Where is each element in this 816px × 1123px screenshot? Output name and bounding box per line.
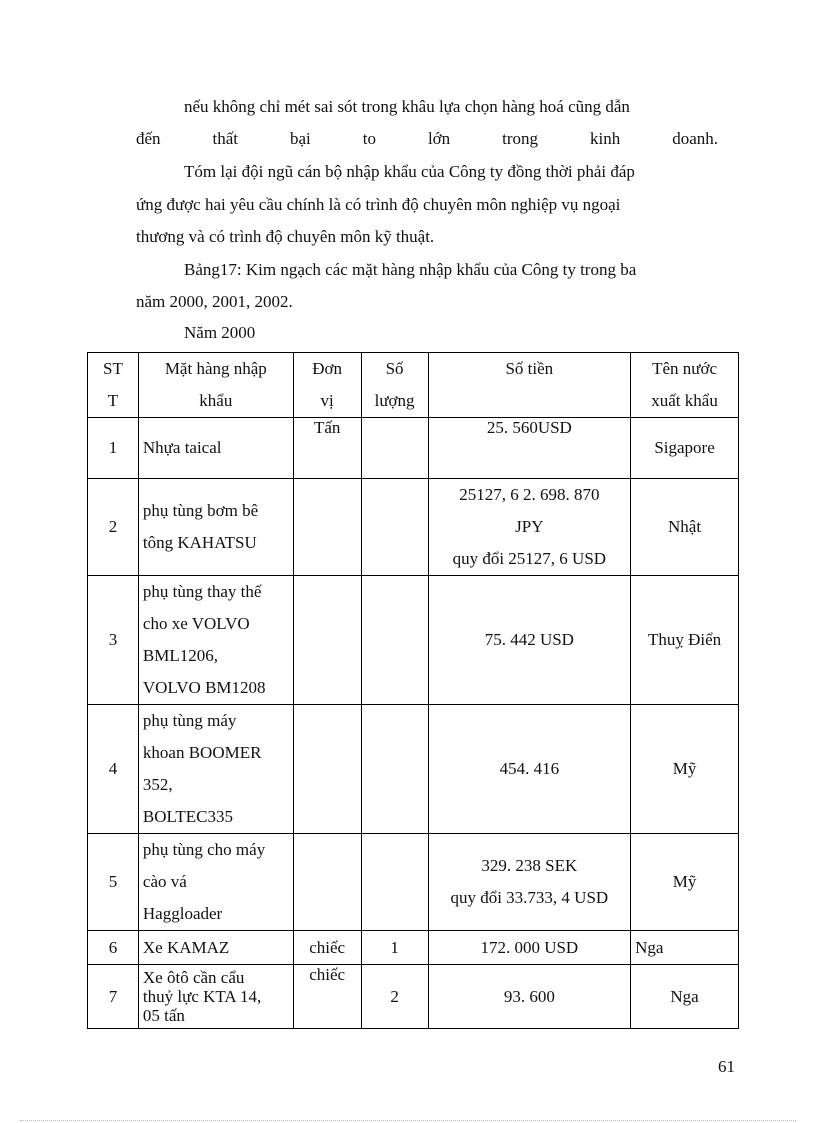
- word: doanh.: [672, 129, 718, 148]
- cell-item: phụ tùng bơm bê tông KAHATSU: [138, 479, 293, 576]
- cell-unit: [293, 479, 361, 576]
- cell-amount: 25127, 6 2. 698. 870 JPY quy đổi 25127, 6 USD: [428, 479, 631, 576]
- table-row: [88, 965, 739, 1029]
- header-amount: Số tiền: [428, 353, 631, 418]
- table-row: [88, 931, 739, 965]
- word: đến: [136, 129, 161, 148]
- table-row: [88, 834, 739, 931]
- word: bại: [289, 129, 311, 148]
- cell-qty: [361, 479, 428, 576]
- cell-qty: [361, 418, 428, 479]
- cell-country: Mỹ: [631, 834, 739, 931]
- cell-qty: [361, 705, 428, 834]
- cell-qty: [361, 576, 428, 705]
- paragraph-line: Tóm lại đội ngũ cán bộ nhập khẩu của Công ty đồng thời phải đáp: [184, 162, 635, 181]
- header-stt: ST T: [88, 353, 139, 418]
- cell-item: Nhựa taical: [138, 418, 293, 479]
- cell-country: Sigapore: [631, 418, 739, 479]
- paragraph-line: thương và có trình độ chuyên môn kỹ thuật.: [136, 227, 435, 246]
- cell-country: Thuỵ Điển: [631, 576, 739, 705]
- cell-unit: chiếc: [293, 931, 361, 965]
- cell-amount: 75. 442 USD: [428, 576, 631, 705]
- cell-country: Nga: [631, 965, 739, 1029]
- cell-stt: 1: [88, 418, 139, 479]
- cell-unit: [293, 705, 361, 834]
- cell-item: phụ tùng thay thế cho xe VOLVO BML1206, VOLVO BM1208: [138, 576, 293, 705]
- cell-item: Xe KAMAZ: [138, 931, 293, 965]
- cell-stt: 3: [88, 576, 139, 705]
- table-row: [88, 576, 739, 705]
- cell-amount: 93. 600: [428, 965, 631, 1029]
- page-edge-divider: [20, 1120, 796, 1121]
- cell-unit: Tấn: [293, 418, 361, 479]
- cell-stt: 2: [88, 479, 139, 576]
- justified-line: [136, 128, 718, 150]
- cell-qty: 2: [361, 965, 428, 1029]
- cell-stt: 5: [88, 834, 139, 931]
- word: thất: [212, 129, 239, 148]
- cell-stt: 7: [88, 965, 139, 1029]
- cell-item: Xe ôtô cần cẩu thuỷ lực KTA 14, 05 tấn: [138, 965, 293, 1029]
- cell-qty: 1: [361, 931, 428, 965]
- cell-amount: 172. 000 USD: [428, 931, 631, 965]
- word: trong: [502, 129, 539, 148]
- cell-unit: chiếc: [293, 965, 361, 1029]
- header-country: Tên nước xuất khẩu: [631, 353, 739, 418]
- header-qty: Số lượng: [361, 353, 428, 418]
- header-row: [88, 353, 739, 418]
- word: to: [362, 129, 376, 148]
- import-table: [87, 352, 739, 1029]
- table-caption: Bảng17: Kim ngạch các mặt hàng nhập khẩu của Công ty trong ba: [184, 260, 637, 279]
- cell-item: phụ tùng cho máy cào vá Haggloader: [138, 834, 293, 931]
- cell-qty: [361, 834, 428, 931]
- table-caption-continued: năm 2000, 2001, 2002.: [136, 292, 293, 311]
- cell-amount: 25. 560USD: [428, 418, 631, 479]
- cell-item: phụ tùng máy khoan BOOMER 352, BOLTEC335: [138, 705, 293, 834]
- cell-country: Mỹ: [631, 705, 739, 834]
- cell-country: Nga: [631, 931, 739, 965]
- cell-stt: 6: [88, 931, 139, 965]
- header-unit: Đơn vị: [293, 353, 361, 418]
- word: kinh: [589, 129, 621, 148]
- cell-amount: 454. 416: [428, 705, 631, 834]
- cell-stt: 4: [88, 705, 139, 834]
- cell-unit: [293, 576, 361, 705]
- cell-country: Nhật: [631, 479, 739, 576]
- paragraph-line: ứng được hai yêu cầu chính là có trình độ chuyên môn nghiệp vụ ngoại: [136, 195, 621, 214]
- paragraph-line: nếu không chỉ mét sai sót trong khâu lựa chọn hàng hoá cũng dẫn: [184, 97, 630, 116]
- table-row: [88, 418, 739, 479]
- cell-unit: [293, 834, 361, 931]
- cell-amount: 329. 238 SEK quy đổi 33.733, 4 USD: [428, 834, 631, 931]
- page-number: 61: [718, 1057, 735, 1076]
- table-row: [88, 479, 739, 576]
- table-row: [88, 705, 739, 834]
- header-item: Mặt hàng nhập khẩu: [138, 353, 293, 418]
- year-label: Năm 2000: [184, 323, 256, 342]
- word: lớn: [427, 129, 451, 148]
